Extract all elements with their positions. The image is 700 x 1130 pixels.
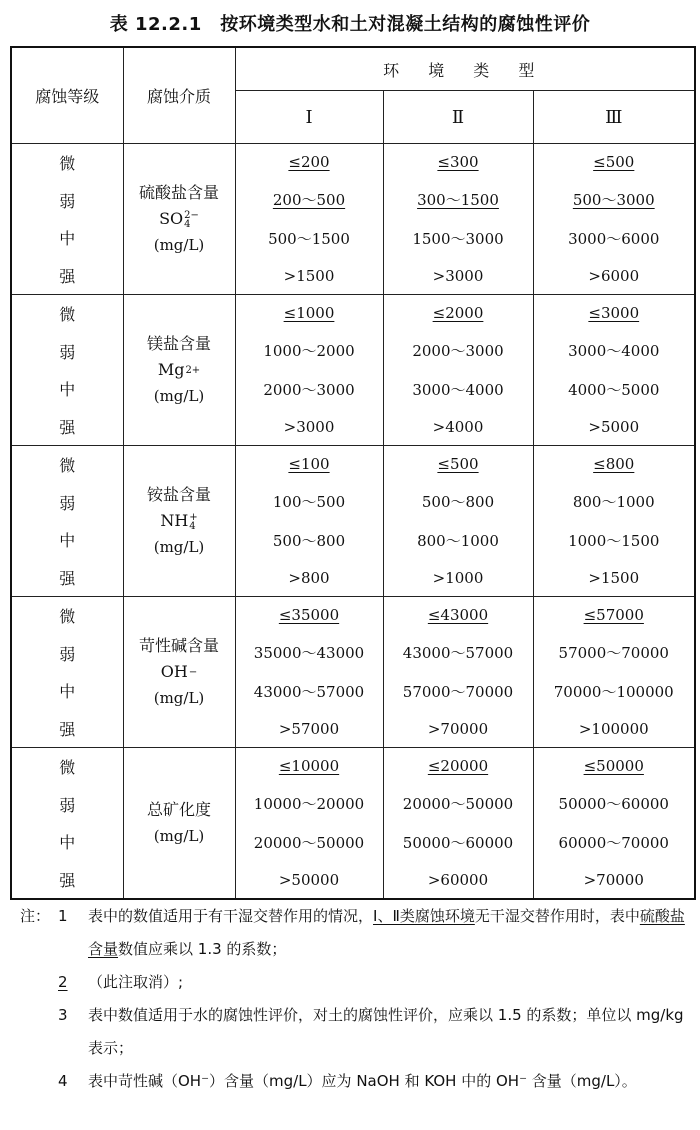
threshold-value: ≤1000 — [283, 304, 335, 322]
note-item — [20, 900, 692, 966]
formula-sub: 4 — [189, 520, 196, 532]
note-number: 1 — [58, 907, 68, 925]
grade-level: 中 — [59, 682, 76, 702]
threshold-value: 800～1000 — [417, 532, 499, 550]
threshold-value: 4000～5000 — [568, 381, 660, 399]
threshold-value: 57000～70000 — [402, 683, 514, 701]
formula-sup: 2− — [184, 209, 199, 221]
grade-cell — [11, 144, 123, 295]
threshold-value: >57000 — [278, 720, 340, 738]
formula-base: OH — [160, 662, 188, 681]
grade-cell — [11, 748, 123, 900]
threshold-value: ≤500 — [593, 153, 635, 171]
threshold-value: ≤10000 — [278, 757, 340, 775]
table-row — [11, 748, 695, 900]
value-cell — [533, 748, 695, 900]
medium-cell — [123, 748, 235, 900]
grade-level: 弱 — [59, 342, 76, 362]
threshold-value: 3000～4000 — [412, 381, 504, 399]
medium-name: 铵盐含量 — [146, 485, 211, 504]
value-cell — [235, 295, 383, 446]
threshold-value: ≤57000 — [583, 606, 644, 624]
header-env-type: 环 境 类 型 — [235, 47, 695, 91]
threshold-value: >50000 — [278, 871, 340, 889]
threshold-value: ≤500 — [437, 455, 479, 473]
header-medium: 腐蚀介质 — [123, 47, 235, 144]
threshold-value: >1000 — [432, 569, 484, 587]
threshold-value: ≤3000 — [588, 304, 640, 322]
grade-cell — [11, 597, 123, 748]
value-cell — [235, 597, 383, 748]
threshold-value: ≤100 — [288, 455, 330, 473]
grade-level: 弱 — [59, 795, 76, 815]
threshold-value: 43000～57000 — [402, 644, 514, 662]
table-row — [11, 144, 695, 295]
medium-unit: (mg/L) — [153, 236, 205, 254]
medium-formula — [158, 357, 200, 383]
threshold-value: >3000 — [283, 418, 335, 436]
value-cell — [533, 144, 695, 295]
threshold-value: 2000～3000 — [412, 342, 504, 360]
note-text: Ⅰ、Ⅱ类腐蚀环境 — [373, 907, 475, 925]
medium-unit: (mg/L) — [153, 538, 205, 556]
threshold-value: >800 — [288, 569, 330, 587]
threshold-value: >70000 — [583, 871, 644, 889]
medium-formula — [159, 206, 199, 232]
grade-level: 中 — [59, 531, 76, 551]
threshold-value: 50000～60000 — [558, 795, 669, 813]
formula-sup: + — [189, 511, 198, 523]
medium-cell — [123, 144, 235, 295]
note-text: 数值应乘以 1.3 的系数； — [118, 940, 287, 958]
threshold-value: 35000～43000 — [253, 644, 365, 662]
medium-cell — [123, 597, 235, 748]
value-cell — [533, 295, 695, 446]
note-item — [20, 999, 692, 1065]
note-number: 3 — [58, 1006, 68, 1024]
formula-base: NH — [160, 511, 189, 530]
threshold-value: 43000～57000 — [253, 683, 365, 701]
note-number: 4 — [58, 1072, 68, 1090]
medium-cell — [123, 295, 235, 446]
threshold-value: 20000～50000 — [402, 795, 514, 813]
threshold-value: >6000 — [588, 267, 640, 285]
note-text: （此注取消）; — [88, 973, 184, 991]
note-item — [20, 966, 692, 999]
grade-level: 中 — [59, 229, 76, 249]
grade-level: 微 — [59, 758, 76, 778]
grade-level: 强 — [59, 417, 76, 437]
grade-cell — [11, 446, 123, 597]
grade-level: 微 — [59, 154, 76, 174]
value-cell — [533, 597, 695, 748]
threshold-value: ≤35000 — [278, 606, 340, 624]
medium-formula — [161, 659, 197, 685]
header-grade: 腐蚀等级 — [11, 47, 123, 144]
grade-level: 微 — [59, 456, 76, 476]
grade-level: 弱 — [59, 191, 76, 211]
threshold-value: ≤43000 — [427, 606, 489, 624]
table-row — [11, 597, 695, 748]
threshold-value: 57000～70000 — [558, 644, 669, 662]
grade-level: 微 — [59, 305, 76, 325]
note-item — [20, 1065, 692, 1098]
grade-level: 强 — [59, 568, 76, 588]
threshold-value: 200～500 — [272, 191, 346, 209]
notes — [20, 900, 692, 1098]
value-cell — [533, 446, 695, 597]
value-cell — [383, 748, 533, 900]
threshold-value: ≤300 — [437, 153, 479, 171]
threshold-value: 3000～6000 — [568, 230, 660, 248]
threshold-value: 50000～60000 — [402, 834, 514, 852]
threshold-value: >1500 — [283, 267, 335, 285]
threshold-value: >5000 — [588, 418, 640, 436]
grade-level: 中 — [59, 833, 76, 853]
threshold-value: 500～3000 — [572, 191, 655, 209]
threshold-value: ≤800 — [593, 455, 635, 473]
threshold-value: >3000 — [432, 267, 484, 285]
note-text: 表中苛性碱（OH⁻）含量（mg/L）应为 NaOH 和 KOH 中的 OH⁻ 含量（mg/L）。 — [88, 1072, 637, 1090]
header-env-col: Ⅲ — [533, 91, 695, 144]
medium-unit: (mg/L) — [153, 827, 205, 845]
threshold-value: ≤200 — [288, 153, 330, 171]
medium-name: 硫酸盐含量 — [138, 183, 219, 202]
value-cell — [383, 295, 533, 446]
value-cell — [383, 144, 533, 295]
threshold-value: 70000～100000 — [553, 683, 674, 701]
formula-base: Mg — [157, 360, 185, 379]
medium-unit: (mg/L) — [153, 387, 205, 405]
threshold-value: >70000 — [427, 720, 489, 738]
note-text: 表中数值适用于水的腐蚀性评价，对土的腐蚀性评价，应乘以 1.5 的系数；单位以 mg/kg 表示； — [88, 1006, 684, 1057]
threshold-value: 300～1500 — [417, 191, 499, 209]
threshold-value: ≤20000 — [427, 757, 489, 775]
grade-level: 强 — [59, 719, 76, 739]
note-text: 表中的数值适用于有干湿交替作用的情况， — [88, 907, 374, 925]
threshold-value: 10000～20000 — [253, 795, 365, 813]
threshold-value: 1000～2000 — [263, 342, 355, 360]
threshold-value: >60000 — [427, 871, 489, 889]
grade-cell — [11, 295, 123, 446]
table-row — [11, 446, 695, 597]
medium-name: 总矿化度 — [146, 800, 211, 819]
medium-name: 镁盐含量 — [146, 334, 211, 353]
value-cell — [383, 446, 533, 597]
grade-level: 微 — [59, 607, 76, 627]
formula-sup: 2+ — [185, 365, 201, 376]
threshold-value: ≤50000 — [583, 757, 644, 775]
grade-level: 中 — [59, 380, 76, 400]
note-number: 2 — [58, 973, 68, 991]
threshold-value: 500～1500 — [268, 230, 350, 248]
formula-base: SO — [159, 209, 184, 228]
table-row — [11, 295, 695, 446]
formula-sup: − — [188, 667, 198, 678]
header-env-col: Ⅰ — [235, 91, 383, 144]
value-cell — [383, 597, 533, 748]
grade-level: 强 — [59, 266, 76, 286]
notes-label: 注： — [20, 907, 51, 925]
threshold-value: >4000 — [432, 418, 484, 436]
value-cell — [235, 446, 383, 597]
grade-level: 弱 — [59, 644, 76, 664]
threshold-value: 1000～1500 — [568, 532, 660, 550]
threshold-value: 100～500 — [272, 493, 346, 511]
medium-formula — [160, 508, 197, 534]
threshold-value: >100000 — [578, 720, 649, 738]
threshold-value: 60000～70000 — [558, 834, 669, 852]
threshold-value: 2000～3000 — [263, 381, 355, 399]
value-cell — [235, 144, 383, 295]
grade-level: 强 — [59, 870, 76, 890]
value-cell — [235, 748, 383, 900]
table-title: 表 12.2.1 按环境类型水和土对混凝土结构的腐蚀性评价 — [109, 14, 591, 35]
threshold-value: 1500～3000 — [412, 230, 504, 248]
threshold-value: 500～800 — [421, 493, 495, 511]
threshold-value: 500～800 — [272, 532, 346, 550]
medium-name: 苛性碱含量 — [138, 636, 219, 655]
threshold-value: ≤2000 — [432, 304, 484, 322]
threshold-value: 3000～4000 — [568, 342, 660, 360]
note-text: 硫酸盐含量 — [88, 907, 685, 958]
note-text: 无干湿交替作用时，表中 — [474, 907, 640, 925]
medium-cell — [123, 446, 235, 597]
threshold-value: 20000～50000 — [253, 834, 365, 852]
corrosivity-table — [10, 46, 696, 900]
formula-sub: 4 — [184, 218, 191, 230]
threshold-value: 800～1000 — [572, 493, 655, 511]
threshold-value: >1500 — [588, 569, 640, 587]
header-env-col: Ⅱ — [383, 91, 533, 144]
grade-level: 弱 — [59, 493, 76, 513]
medium-unit: (mg/L) — [153, 689, 205, 707]
